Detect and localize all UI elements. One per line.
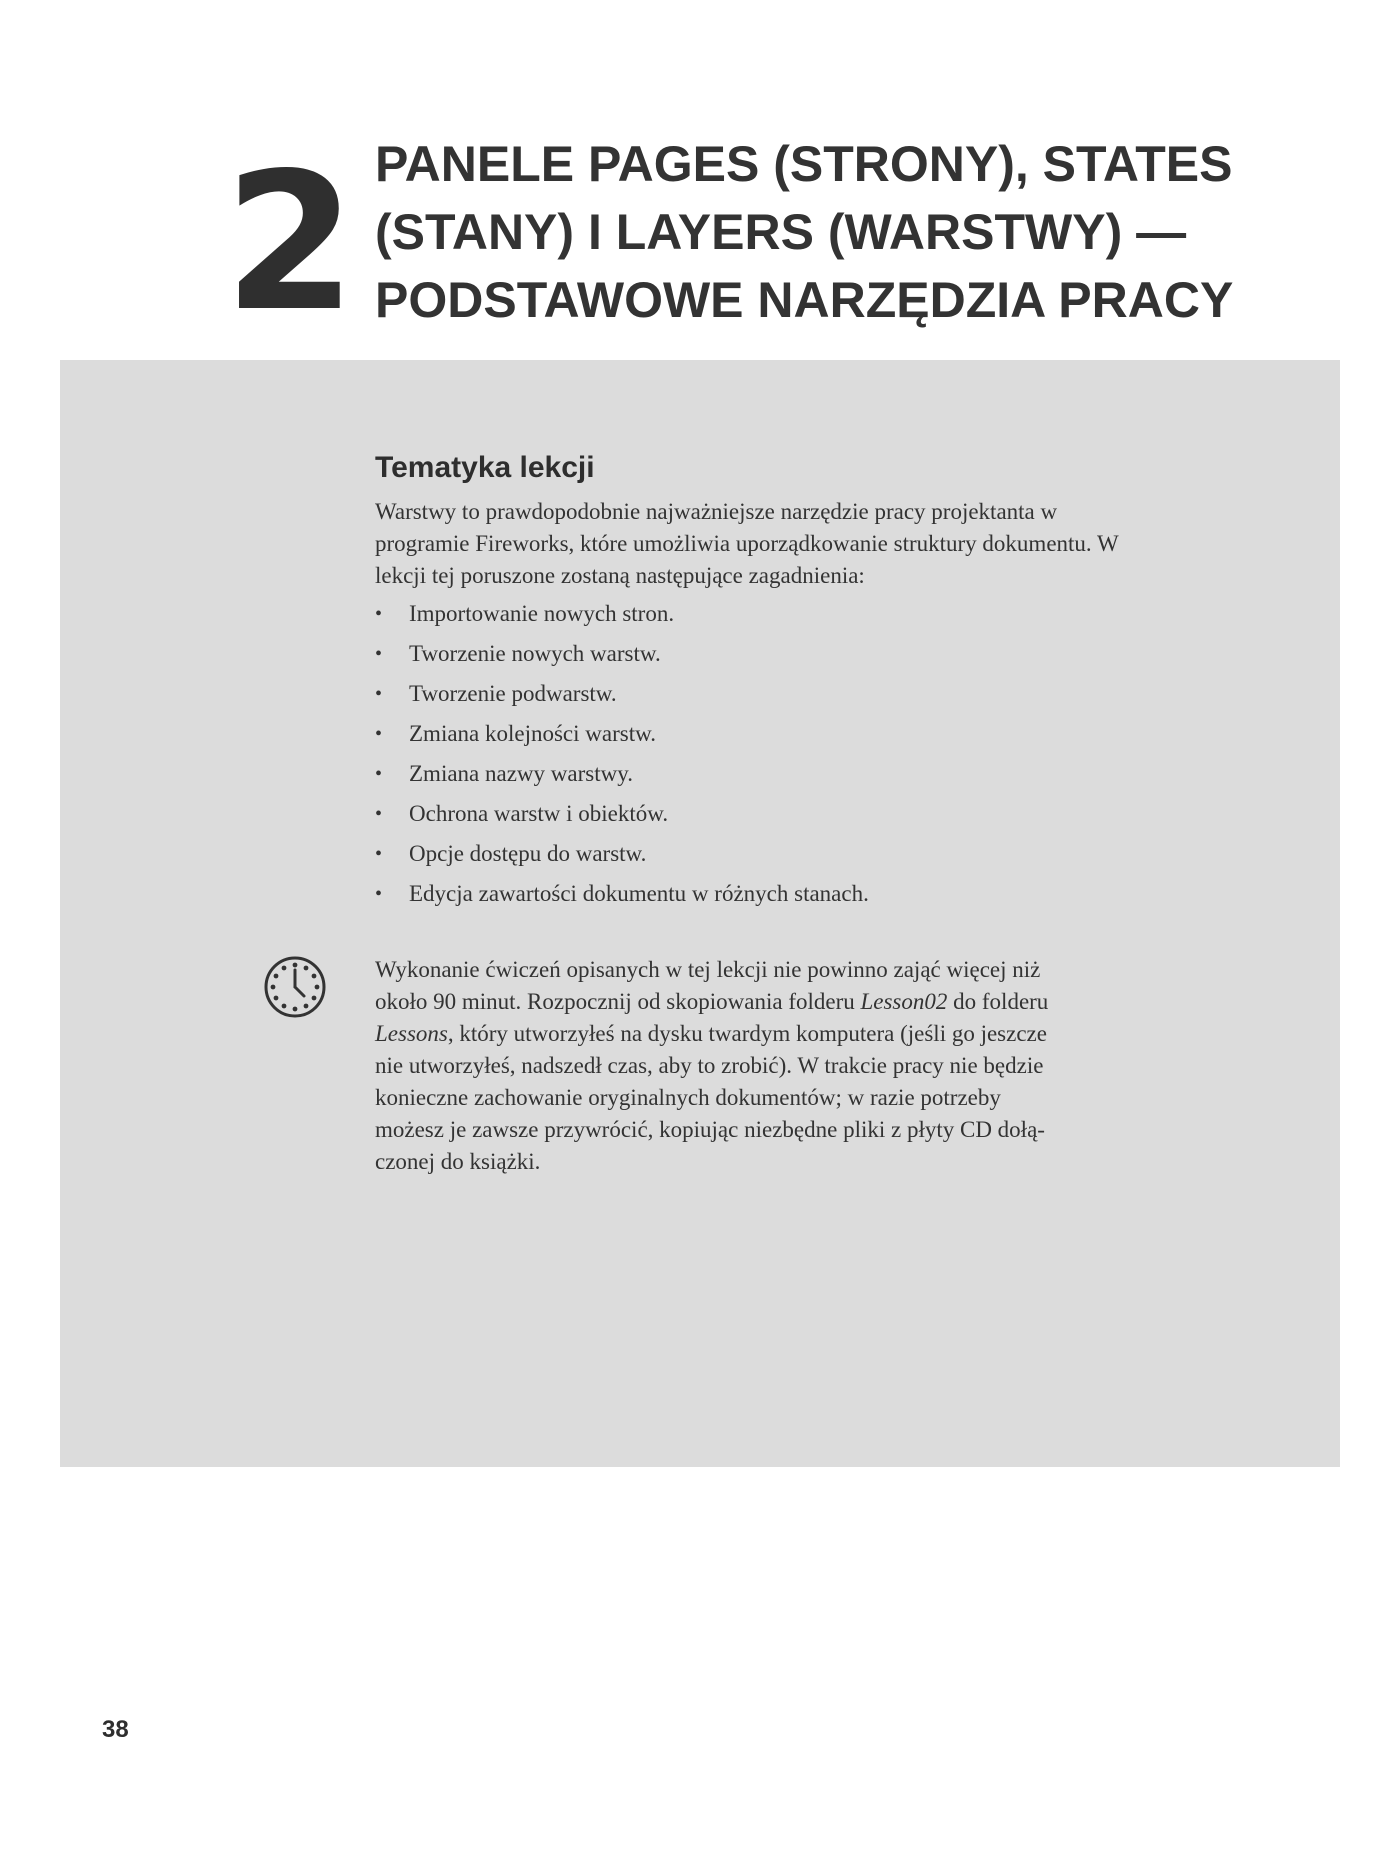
note-line (375, 1018, 1135, 1050)
list-item-text: Zmiana kolejności warstw. (409, 721, 656, 746)
list-item-text: Tworzenie podwarstw. (409, 681, 617, 706)
chapter-title (375, 130, 1255, 334)
time-note (375, 954, 1135, 1178)
chapter-title-line: PANELE PAGES (STRONY), STATES (375, 136, 1233, 192)
list-item-text: Ochrona warstw i obiektów. (409, 801, 669, 826)
chapter-title-line: PODSTAWOWE NARZĘDZIA PRACY (375, 272, 1234, 328)
page-number: 38 (102, 1716, 129, 1743)
bullet: • (375, 683, 383, 705)
bullet: • (375, 603, 383, 625)
bullet: • (375, 803, 383, 825)
note-text: , który utworzyłeś na dysku twardym komputera (jeśli go jeszcze (447, 1021, 1047, 1046)
list-item (375, 878, 1135, 918)
chapter-title-line: (STANY) I LAYERS (WARSTWY) — (375, 204, 1187, 260)
note-line: Wykonanie ćwiczeń opisanych w tej lekcji nie powinno zająć więcej niż (375, 957, 1041, 982)
list-item (375, 838, 1135, 878)
section-heading: Tematyka lekcji (375, 451, 595, 484)
list-item (375, 638, 1135, 678)
intro-paragraph: Warstwy to prawdopodobnie najważniejsze narzędzie pracy projektanta w programie Fireworks, które umożliwia uporządkowanie struktury dokumentu. W lekcji tej poruszone zostaną następujące zagadnienia: (375, 499, 1119, 588)
topics-list (375, 598, 1135, 918)
note-line: możesz je zawsze przywrócić, kopiując niezbędne pliki z płyty CD dołą- (375, 1117, 1045, 1142)
list-item-text: Importowanie nowych stron. (409, 601, 675, 626)
list-item (375, 798, 1135, 838)
list-item (375, 678, 1135, 718)
note-line (375, 986, 1135, 1018)
note-text: około 90 minut. Rozpocznij od skopiowania folderu (375, 989, 861, 1014)
list-item-text: Zmiana nazwy warstwy. (409, 761, 633, 786)
note-text: do folderu (947, 989, 1049, 1014)
note-line: konieczne zachowanie oryginalnych dokumentów; w razie potrzeby (375, 1085, 1001, 1110)
clock-icon (263, 955, 327, 1019)
bullet: • (375, 763, 383, 785)
list-item-text: Tworzenie nowych warstw. (409, 641, 661, 666)
folder-name: Lessons (375, 1021, 448, 1046)
list-item-text: Edycja zawartości dokumentu w różnych stanach. (409, 881, 869, 906)
bullet: • (375, 843, 383, 865)
list-item-text: Opcje dostępu do warstw. (409, 841, 647, 866)
chapter-number: 2 (224, 132, 353, 353)
bullet: • (375, 723, 383, 745)
list-item (375, 598, 1135, 638)
list-item (375, 758, 1135, 798)
bullet: • (375, 883, 383, 905)
bullet: • (375, 643, 383, 665)
list-item (375, 718, 1135, 758)
note-line: czonej do książki. (375, 1149, 541, 1174)
note-line: nie utworzyłeś, nadszedł czas, aby to zrobić). W trakcie pracy nie będzie (375, 1053, 1044, 1078)
folder-name: Lesson02 (860, 989, 948, 1014)
